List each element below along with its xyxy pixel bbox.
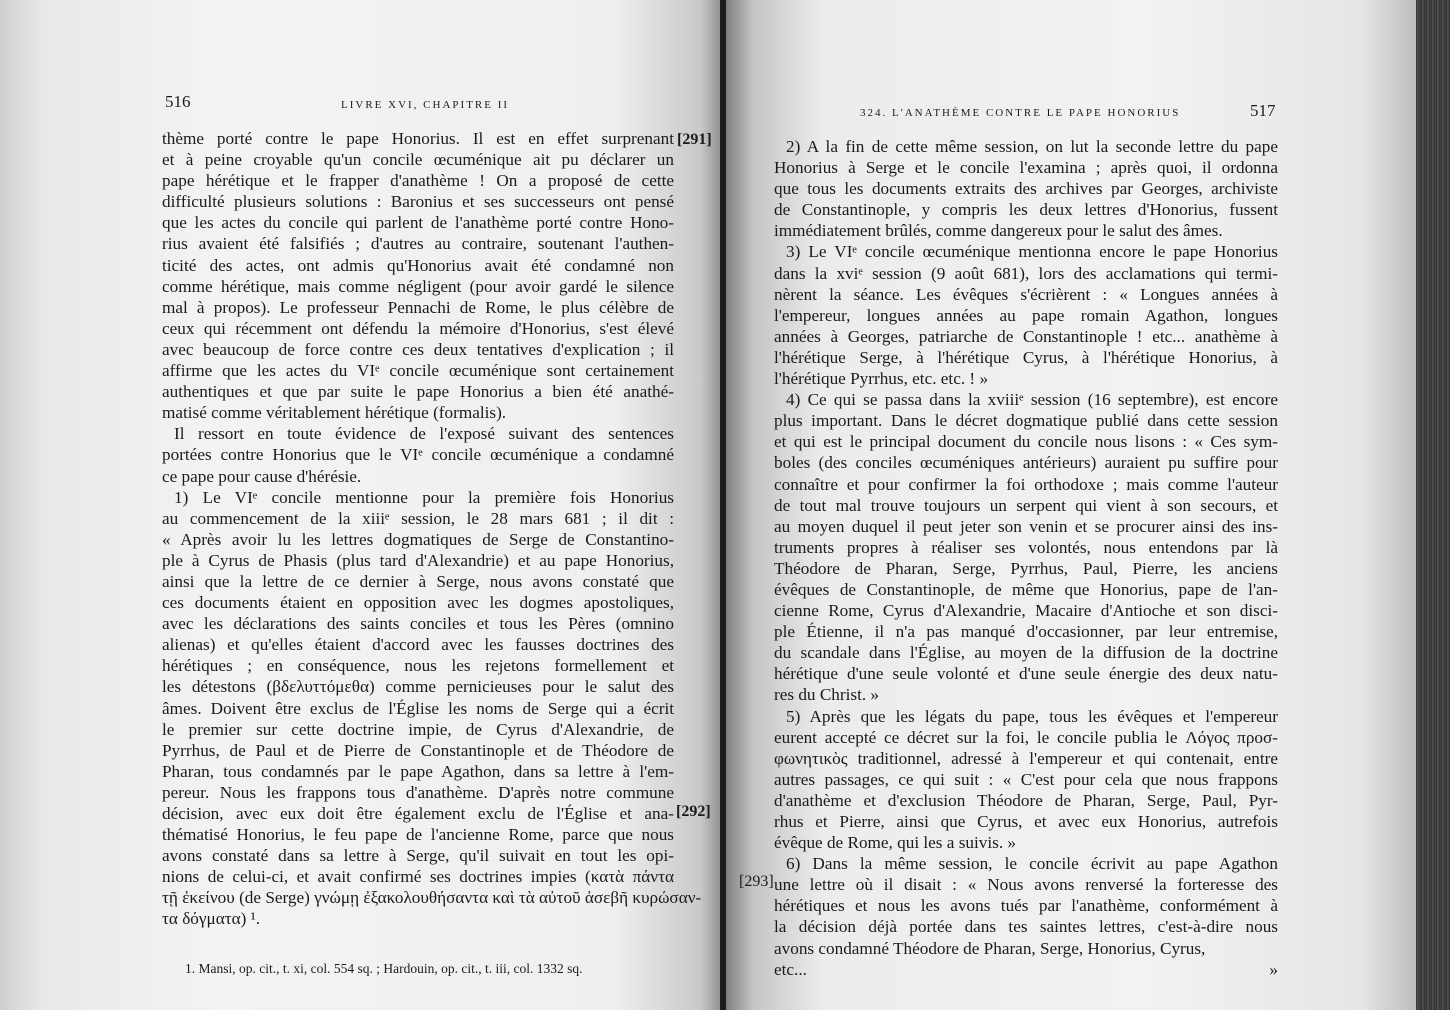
text-line: eurent accepté ce décret sur la foi, le concile publia le Λόγος προσ-	[774, 727, 1278, 747]
page-edges	[1416, 0, 1450, 1010]
text-line: la décision déjà portée dans tes saintes lettres, c'est-à-dire nous	[774, 917, 1278, 937]
text-line: ce pape pour cause d'hérésie.	[162, 466, 362, 486]
margin-ref-292: [292]	[676, 803, 711, 820]
text-line: 3) Le VIᵉ concile œcuménique mentionna encore le pape Honorius	[786, 242, 1278, 262]
text-line: boles (des conciles œcuméniques antérieurs) auraient pu suffire pour	[774, 453, 1278, 473]
text-line: l'hérétique Pyrrhus, etc. etc. ! »	[774, 369, 989, 389]
text-line: res du Christ. »	[774, 685, 880, 705]
page-number-left: 516	[165, 92, 191, 111]
text-line: hérétiques ; en conséquence, nous les rejetons formellement et	[162, 656, 674, 676]
text-line: Il ressort en toute évidence de l'exposé suivant des sentences	[174, 424, 674, 444]
text-line: 6) Dans la même session, le concile écrivit au pape Agathon	[786, 854, 1278, 874]
text-line: le premier sur cette doctrine impie, de Cyrus d'Alexandrie, de	[162, 719, 674, 739]
text-line: ple à Cyrus de Phasis (plus tard d'Alexandrie) et au pape Honorius,	[162, 550, 674, 570]
text-line: affirme que les actes du VIᵉ concile œcuménique sont certainement	[162, 361, 674, 381]
text-line: τα δόγματα) ¹.	[162, 909, 261, 929]
margin-ref-293: [293]	[739, 873, 774, 890]
text-line: décision, avec eux doit être également exclu de l'Église et ana-	[162, 804, 674, 823]
text-line: de tout mal trouve toujours un serpent qui vient à son secours, et	[774, 495, 1278, 515]
text-line: ainsi que la lettre de ce dernier à Serge, nous avons constaté que	[162, 571, 674, 591]
text-line: cienne Rome, Cyrus d'Alexandrie, Macaire d'Antioche et son disci-	[774, 601, 1278, 621]
text-line: mal à propos). Le professeur Pennachi de Rome, le plus célèbre de	[162, 297, 674, 317]
text-line: τῇ ἐκείνου (de Serge) γνώμῃ ἐξακολουθήσαντα καὶ τὰ αὐτοῦ ἀσεβῆ κυρώσαν-	[162, 888, 702, 908]
text-line: φωνητικὸς traditionnel, adressé à l'empereur et qui contenait, entre	[774, 748, 1278, 768]
text-line: que les actes du concile qui parlent de l'anathème porté contre Hono-	[162, 213, 674, 233]
text-line: âmes. Doivent être exclus de l'Église les noms de Serge qui a écrit	[162, 698, 674, 718]
running-head-right: 324. L'ANATHÈME CONTRE LE PAPE HONORIUS	[860, 107, 1181, 119]
text-line: ticité des actes, ont admis qu'Honorius avait été condamné non	[162, 255, 674, 275]
right-body-text	[774, 136, 1278, 980]
text-line: plus important. Dans le décret dogmatique publié dans cette session	[774, 411, 1278, 431]
text-line: ces documents étaient en opposition avec les dogmes apostoliques,	[162, 593, 674, 613]
text-line: 1) Le VIᵉ concile mentionne pour la première fois Honorius	[174, 487, 674, 507]
text-line: que tous les documents extraits des archives par Georges, archiviste	[774, 179, 1278, 199]
text-line: truments propres à réaliser ses volontés, nous entendons par là	[774, 537, 1278, 557]
text-line: matisé comme véritablement hérétique (formalis).	[162, 403, 507, 423]
text-line: du scandale dans l'Église, au moyen de la diffusion de la doctrine	[774, 643, 1278, 663]
text-line: portées contre Honorius que le VIᵉ concile œcuménique a condamné	[162, 445, 674, 465]
text-line: 4) Ce qui se passa dans la xviiiᵉ session (16 septembre), est encore	[786, 390, 1278, 410]
text-line: etc... »	[774, 959, 1278, 979]
text-line: avec beaucoup de force contre ces deux tentatives d'explication ; il	[162, 339, 674, 359]
text-line: les détestons (βδελυττόμεθα) comme pernicieuses pour le salut des	[162, 677, 674, 697]
text-line: Théodore de Pharan, Serge, Pyrrhus, Paul, Pierre, les anciens	[774, 558, 1278, 578]
text-line: au moyen duquel il peut jeter son venin et se procurer ainsi des ins-	[774, 516, 1278, 536]
text-line: pape hérétique et le frapper d'anathème ! On a proposé de cette	[162, 171, 674, 191]
text-line: évêques de Constantinople, de même que Honorius, pape de l'an-	[774, 579, 1278, 599]
text-line: nions de celui-ci, et avait confirmé ses doctrines impies (κατὰ πάντα	[162, 867, 674, 887]
text-line: de Constantinople, y compris les deux lettres d'Honorius, fussent	[774, 200, 1278, 220]
left-page	[0, 0, 722, 1010]
footnote: 1. Mansi, op. cit., t. xi, col. 554 sq. ; Hardouin, op. cit., t. iii, col. 1332 sq.	[185, 961, 583, 976]
text-line: Honorius à Serge et le concile l'examina ; après quoi, il ordonna	[774, 158, 1278, 178]
running-head-left: LIVRE XVI, CHAPITRE II	[341, 99, 510, 111]
text-line: rhus et Pierre, ainsi que Cyrus, et avec eux Honorius, autrefois	[774, 812, 1278, 831]
page-number-right: 517	[1250, 101, 1276, 120]
text-line: rius avaient été falsifiés ; d'autres au contraire, soutenant l'authen-	[162, 234, 674, 254]
text-line: avec les déclarations des saints conciles et tous les Pères (omnino	[162, 614, 674, 634]
text-line: avons condamné Théodore de Pharan, Serge, Honorius, Cyrus,	[774, 938, 1206, 958]
text-line: Pyrrhus, de Paul et de Pierre de Constantinople et de Théodore de	[162, 740, 674, 760]
margin-ref-291: [291]	[677, 131, 712, 148]
text-line: ple Étienne, il n'a pas manqué d'occasionner, par leur entremise,	[774, 622, 1278, 642]
text-line: l'hérétique Serge, à l'hérétique Cyrus, à l'hérétique Honorius, à	[774, 347, 1278, 367]
text-line: pereur. Nous les frappons tous d'anathème. D'après notre commune	[162, 782, 674, 802]
text-line: thème porté contre le pape Honorius. Il est en effet surprenant	[162, 129, 674, 148]
text-line: évêque de Rome, qui les a suivis. »	[774, 833, 1017, 853]
text-line: thématisé Honorius, le feu pape de l'ancienne Rome, parce que nous	[162, 825, 674, 845]
text-line: l'empereur, longues années au pape romain Agathon, longues	[774, 305, 1278, 325]
text-line: au commencement de la xiiiᵉ session, le 28 mars 681 ; il dit :	[162, 508, 674, 528]
text-line: nèrent la séance. Les évêques s'écrièrent : « Longues années à	[774, 284, 1278, 304]
text-line: « Après avoir lu les lettres dogmatiques de Serge de Constantino-	[162, 529, 674, 549]
text-line: hérétiques et nous les avons tués par l'anathème, conformément à	[774, 896, 1278, 916]
text-line: ceux qui récemment ont défendu la mémoire d'Honorius, s'est élevé	[162, 318, 674, 338]
text-line: années à Georges, patriarche de Constantinople ! etc... anathème à	[774, 326, 1278, 346]
text-line: dans la xviᵉ session (9 août 681), lors des acclamations qui termi-	[774, 263, 1278, 283]
text-line: Pharan, tous condamnés par le pape Agathon, dans sa lettre à l'em-	[162, 761, 674, 781]
text-line: alienas) et qu'elles étaient d'accord avec les fausses doctrines des	[162, 635, 674, 655]
text-line: comme hérétique, mais comme négligent (pour avoir gardé le silence	[162, 276, 674, 296]
text-line: autres passages, ce qui suit : « C'est pour cela que nous frappons	[774, 769, 1278, 789]
text-line: une lettre où il disait : « Nous avons renversé la forteresse des	[774, 875, 1278, 895]
text-line: 2) A la fin de cette même session, on lut la seconde lettre du pape	[786, 137, 1278, 156]
text-line: immédiatement brûlés, comme dangereux pour le salut des âmes.	[774, 221, 1223, 241]
text-line: et à peine croyable qu'un concile œcuménique ait pu déclarer un	[162, 150, 674, 170]
text-line: difficulté plusieurs solutions : Baronius et ses successeurs ont pensé	[162, 192, 674, 212]
text-line: 5) Après que les légats du pape, tous les évêques et l'empereur	[786, 706, 1278, 726]
right-page	[726, 0, 1416, 1010]
text-line: hérétique d'une seule volonté et d'une seule énergie des deux natu-	[774, 664, 1278, 684]
text-line: d'anathème et d'exclusion Théodore de Pharan, Serge, Paul, Pyr-	[774, 790, 1278, 810]
text-line: avons constaté dans sa lettre à Serge, qu'il suivait en tout les opi-	[162, 846, 674, 866]
text-line: et qui est le principal document du concile nous lisons : « Ces sym-	[774, 432, 1278, 452]
text-line: authentiques et que par suite le pape Honorius a bien été anathé-	[162, 382, 674, 402]
text-line: connaître et pour confirmer la foi orthodoxe ; mais comme l'auteur	[774, 474, 1278, 494]
